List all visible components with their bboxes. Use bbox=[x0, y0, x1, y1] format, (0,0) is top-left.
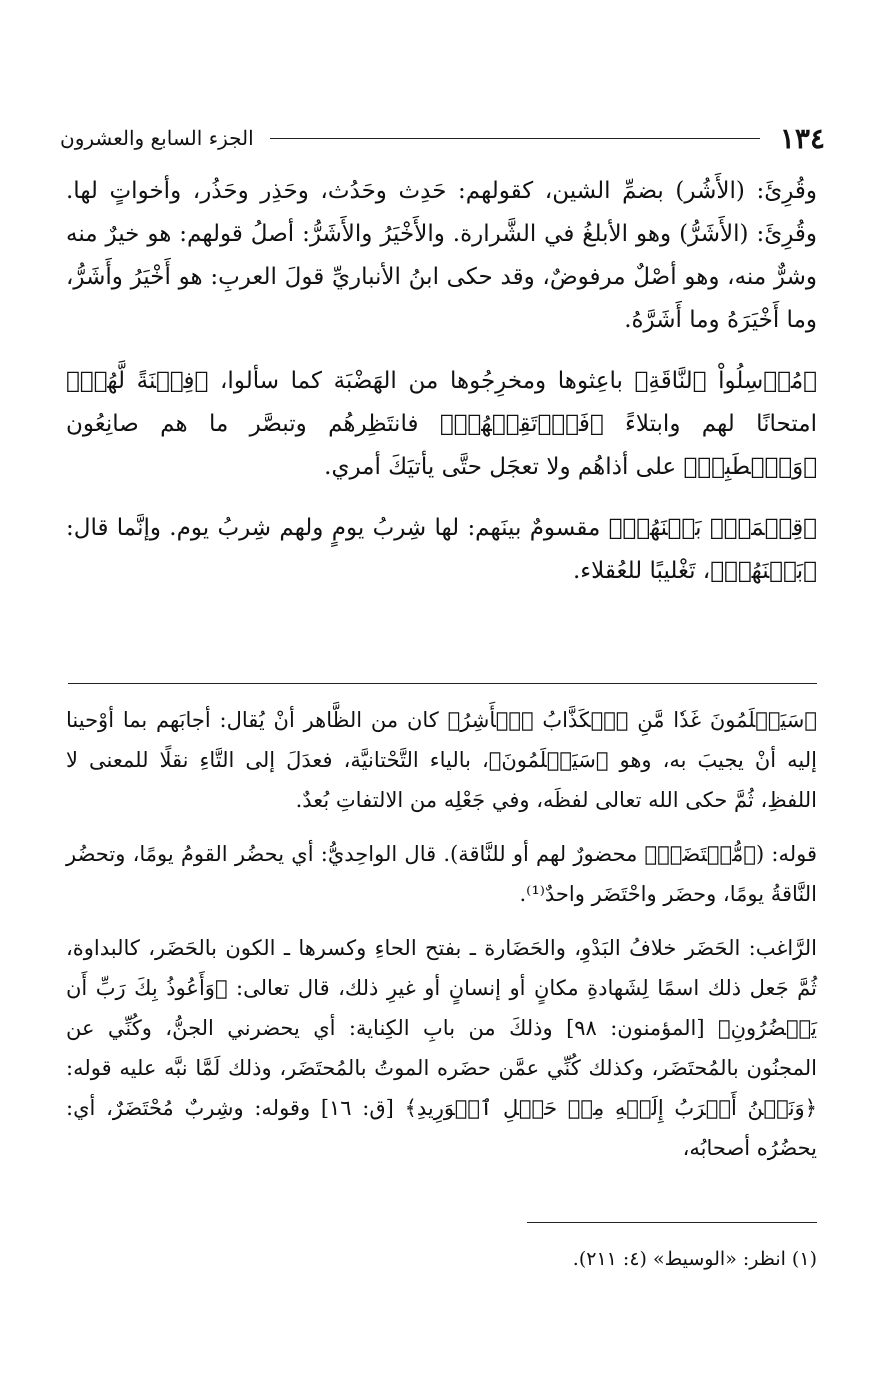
main-paragraph: ﴿قِسۡمَةُۢ بَيۡنَهُمۡ﴾ مقسومٌ بينَهم: لها شِربُ يومٍ ولهم شِربُ يوم. وإنَّما قال: ﴿بَيۡنَهُمۡ﴾، تَغْليبًا للعُقلاء. bbox=[66, 515, 817, 584]
footnote-divider bbox=[527, 1222, 817, 1223]
page-header bbox=[60, 118, 825, 158]
running-title: الجزء السابع والعشرون bbox=[60, 126, 254, 150]
commentary-paragraph: قوله: (﴿مُّحۡتَضَرٞ﴾ محضورٌ لهم أو للنَّاقة). قال الواحِديُّ: أي يحضُر القومُ يومًا، وتحضُر النَّاقةُ يومًا، وحضَر واحْتَضَر واحدٌ⁽¹⁾. bbox=[66, 842, 817, 906]
commentary-paragraph: الرَّاغب: الحَضَر خلافُ البَدْوِ، والحَضَارة ـ بفتح الحاءِ وكسرها ـ الكون بالحَضَر، كالبداوة، ثُمَّ جَعل ذلك اسمًا لِشَهادةِ مكانٍ أو إنسانٍ أو غيرِ ذلك، قال تعالى: ﴿وَأَعُوذُ بِكَ رَبِّ أَن يَحۡضُرُونِ﴾ [المؤمنون: ٩٨] وذلكَ من بابِ الكِناية: أي يحضرني الجنُّ، وكُنِّي عن المجنُون بالمُحتَضَر، وكذلك كُنِّي عمَّن حضَره الموتُ بالمُحتَضَر، وذلك لَمَّا نبَّه عليه قوله: ﴿وَنَحۡنُ أَقۡرَبُ إِلَيۡهِ مِنۡ حَبۡلِ ٱلۡوَرِيدِ﴾ [ق: ١٦] وقوله: وشِربٌ مُحْتَضَرٌ، أي: يحضُرُه أصحابُه، bbox=[66, 936, 817, 1160]
commentary bbox=[66, 700, 817, 1182]
main-paragraph: ﴿مُرۡسِلُواْ ٱلنَّاقَةِ﴾ باعِثوها ومخرِجُوها من الهَضْبَة كما سألوا، ﴿فِتۡنَةً لَّهُمۡ﴾ امتحانًا لهم وابتلاءً ﴿فَٱرۡتَقِبۡهُمۡ﴾ فانتَظِرهُم وتبصَّر ما هم صانِعُون ﴿وَٱصۡطَبِرۡ﴾ على أذاهُم ولا تعجَل حتَّى يأتيَكَ أمري. bbox=[66, 368, 817, 480]
page-number: ١٣٤ bbox=[779, 121, 825, 155]
main-text bbox=[66, 170, 817, 611]
footnote: (١) انظر: «الوسيط» (٤: ٢١١). bbox=[572, 1248, 817, 1270]
commentary-paragraph: ﴿سَيَعۡلَمُونَ غَدٗا مَّنِ ٱلۡكَذَّابُ ٱلۡأَشِرُ﴾ كان من الظَّاهر أنْ يُقال: أجابَهم بما أوْحينا إليه أنْ يجيبَ به، وهو ﴿سَيَعۡلَمُونَ﴾، بالياء التَّحْتانيَّة، فعدَلَ إلى التَّاءِ نقلًا للمعنى لا اللفظِ، ثُمَّ حكى الله تعالى لفظَه، وفي جَعْلِه من الالتفاتِ بُعدٌ. bbox=[66, 708, 817, 812]
header-rule bbox=[270, 138, 760, 139]
main-divider bbox=[68, 683, 817, 684]
main-paragraph: وقُرِئَ: (الأَشُر) بضمِّ الشين، كقولهم: حَدِث وحَدُث، وحَذِر وحَذُر، وأخواتٍ لها. وقُرِئَ: (الأَشَرُّ) وهو الأبلغُ في الشَّرارة. والأَخْيَرُ والأَشَرُّ: أصلُ قولهم: هو خيرٌ منه وشرٌّ منه، وهو أصْلٌ مرفوضٌ، وقد حكى ابنُ الأنباريِّ قولَ العربِ: هو أَخْيَرُ وأَشَرُّ، وما أَخْيَرَهُ وما أَشَرَّهُ. bbox=[66, 178, 817, 333]
